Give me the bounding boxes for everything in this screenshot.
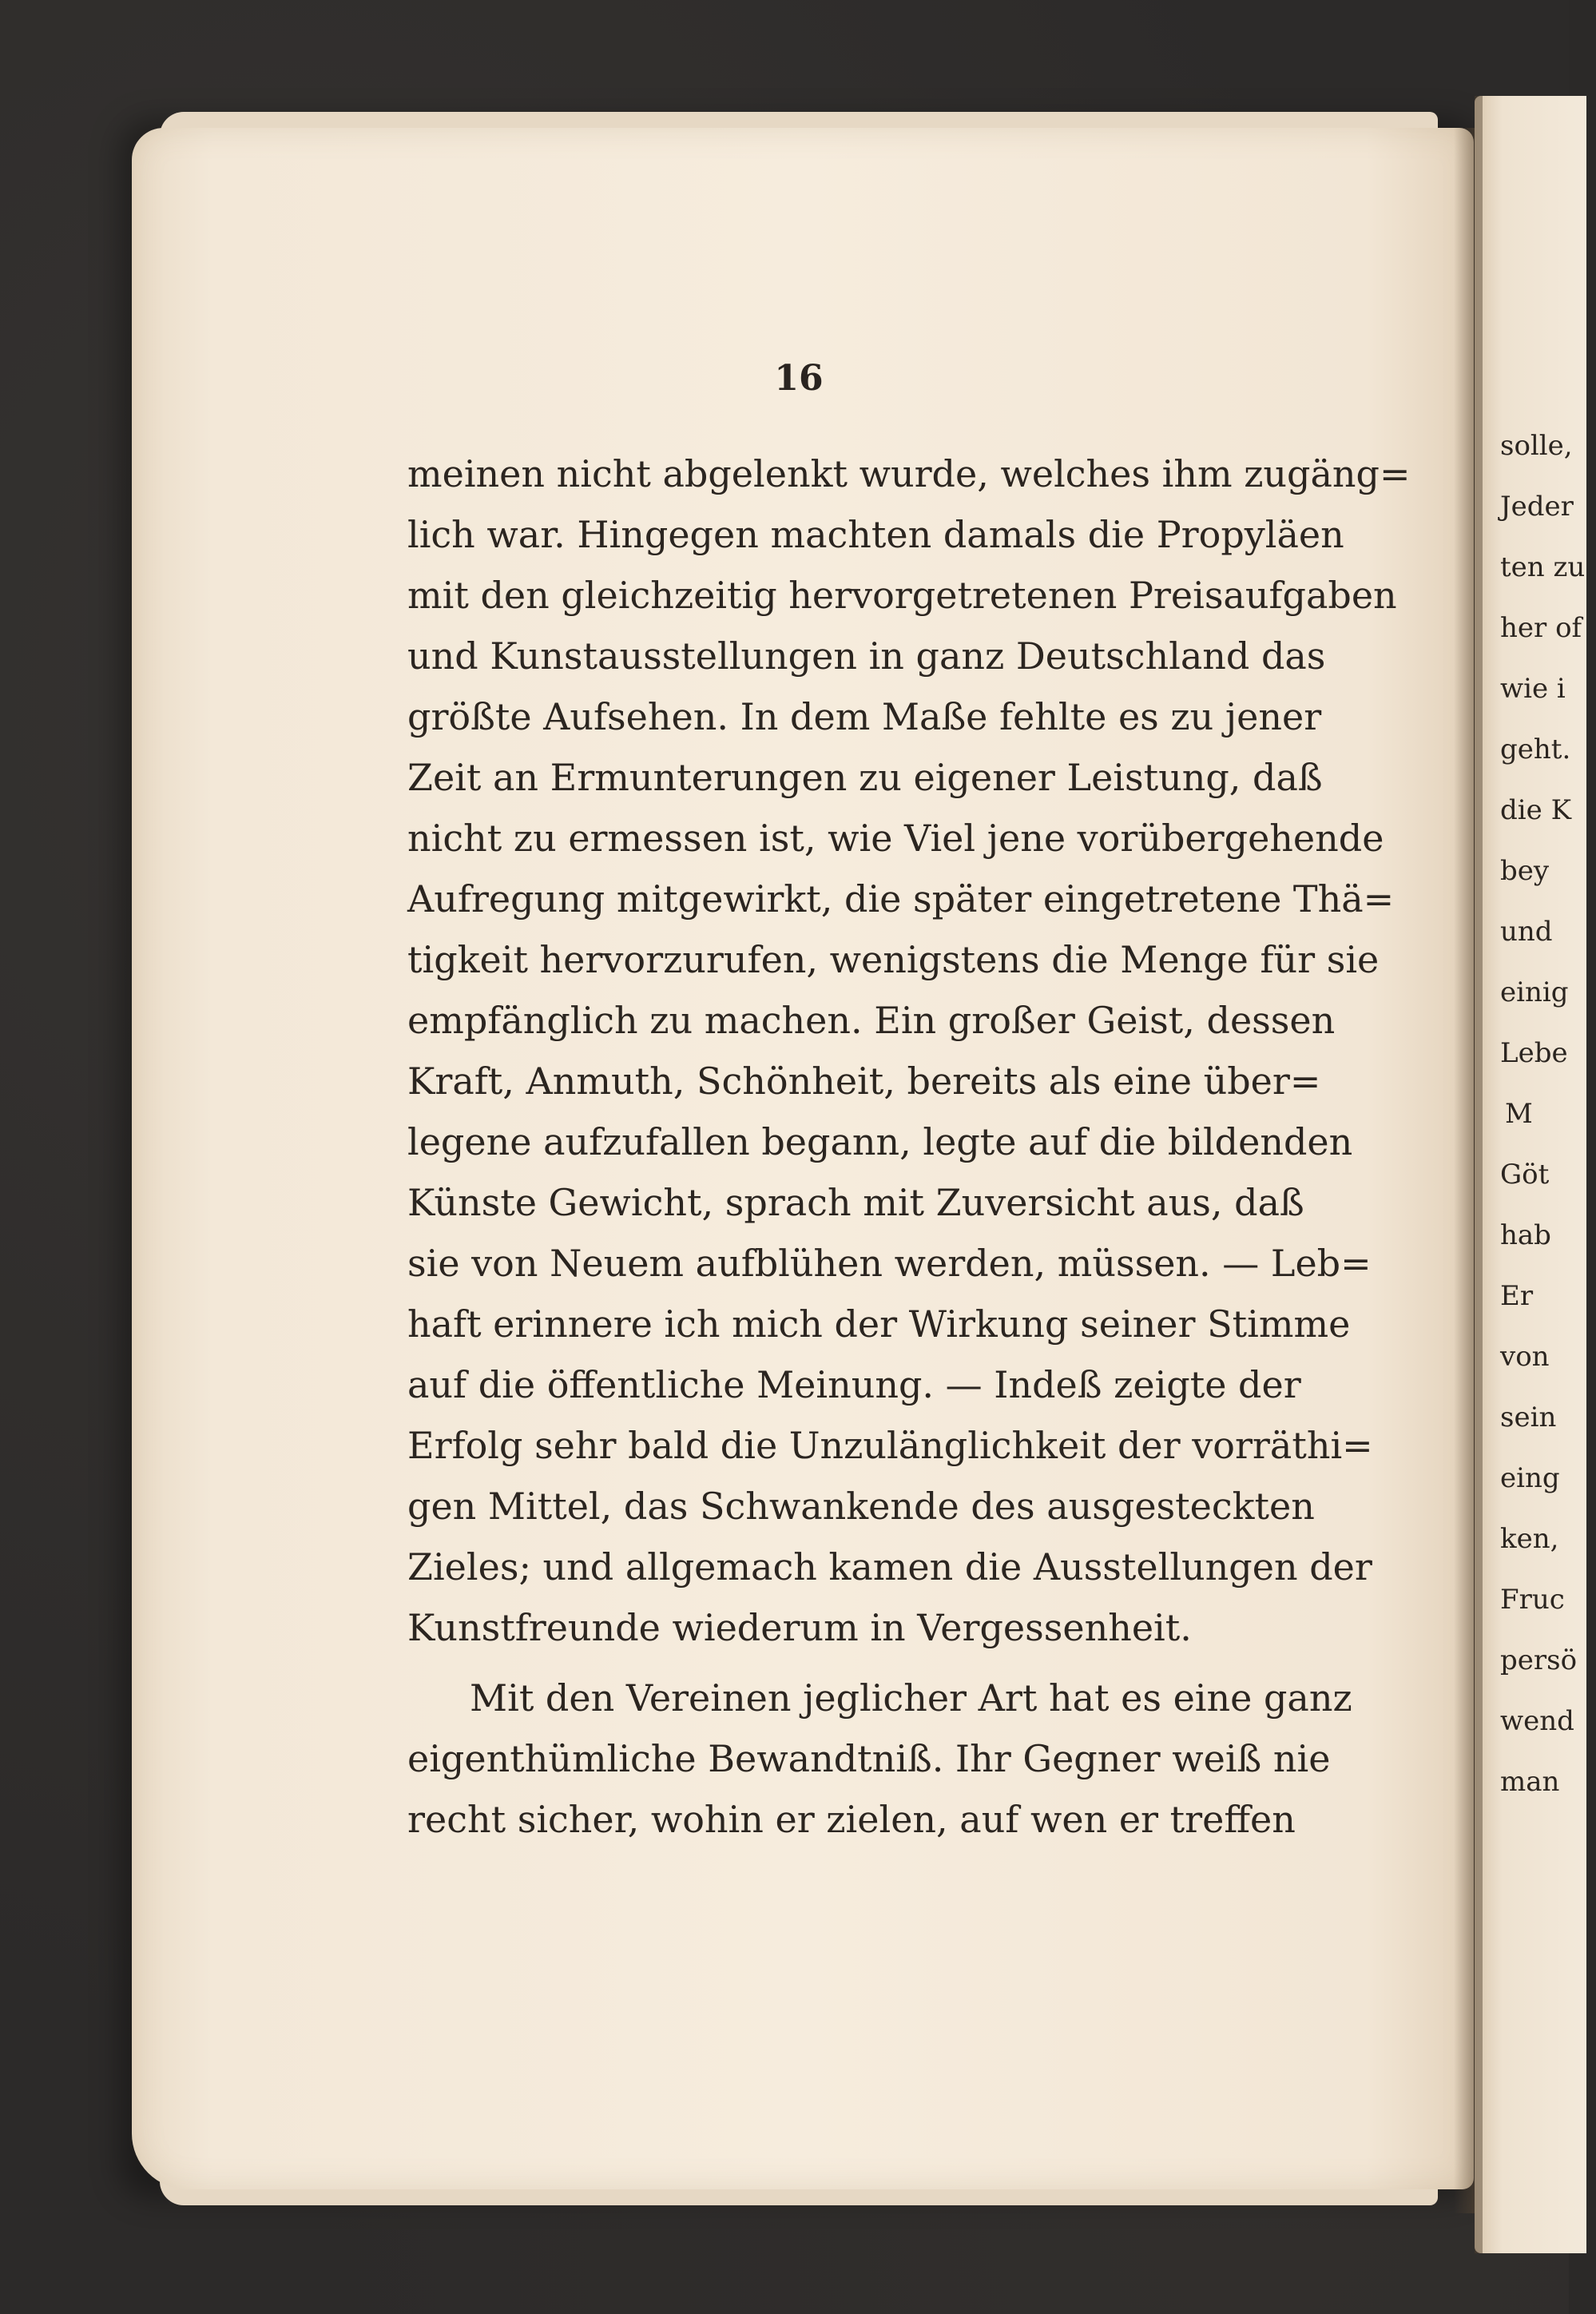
- facing-text-line: von: [1500, 1341, 1550, 1373]
- facing-text-line: die K: [1500, 794, 1571, 826]
- facing-text-line: ken,: [1500, 1523, 1559, 1555]
- text-line: empfänglich zu machen. Ein großer Geist, dessen: [407, 999, 1336, 1042]
- text-line: Künste Gewicht, sprach mit Zuversicht aus, daß: [407, 1181, 1304, 1224]
- text-line: gen Mittel, das Schwankende des ausgesteckten: [407, 1485, 1315, 1528]
- facing-text-line: man: [1500, 1766, 1560, 1798]
- facing-text-line: Göt: [1500, 1159, 1550, 1191]
- facing-text-line: eing: [1500, 1462, 1560, 1494]
- facing-text-line: her of: [1500, 612, 1582, 644]
- text-line: auf die öffentliche Meinung. — Indeß zeigte der: [407, 1363, 1301, 1406]
- text-line: tigkeit hervorzurufen, wenigstens die Menge für sie: [407, 938, 1380, 981]
- text-line: nicht zu ermessen ist, wie Viel jene vorübergehende: [407, 817, 1384, 860]
- text-line: lich war. Hingegen machten damals die Propyläen: [407, 513, 1344, 556]
- text-line: mit den gleichzeitig hervorgetretenen Preisaufgaben: [407, 574, 1397, 617]
- text-line: legene aufzufallen begann, legte auf die bildenden: [407, 1120, 1353, 1163]
- text-line: und Kunstausstellungen in ganz Deutschland das: [407, 634, 1326, 678]
- facing-text-line: solle,: [1500, 430, 1573, 462]
- facing-text-line: wie i: [1500, 673, 1566, 705]
- text-line: eigenthümliche Bewandtniß. Ihr Gegner weiß nie: [407, 1737, 1331, 1780]
- text-line: Aufregung mitgewirkt, die später eingetretene Thä=: [407, 877, 1395, 920]
- text-line: meinen nicht abgelenkt wurde, welches ihm zugäng=: [407, 452, 1411, 495]
- facing-text-line: ten zu: [1500, 551, 1586, 583]
- text-line: recht sicher, wohin er zielen, auf wen er treffen: [407, 1798, 1296, 1841]
- text-line: Erfolg sehr bald die Unzulänglichkeit der vorräthi=: [407, 1424, 1373, 1467]
- facing-text-line: hab: [1500, 1219, 1551, 1251]
- facing-text-line: Lebe: [1500, 1037, 1568, 1069]
- facing-text-line: Er: [1500, 1280, 1534, 1312]
- facing-text-line: bey: [1500, 855, 1550, 887]
- facing-text-line: persö: [1500, 1644, 1578, 1676]
- facing-text-line: M: [1505, 1098, 1533, 1130]
- text-line: größte Aufsehen. In dem Maße fehlte es zu jener: [407, 695, 1322, 738]
- text-line: Zieles; und allgemach kamen die Ausstellungen der: [407, 1545, 1372, 1588]
- facing-page-edge: [1475, 96, 1483, 2253]
- facing-text-line: sein: [1500, 1402, 1557, 1433]
- facing-text-line: Jeder: [1500, 491, 1574, 523]
- facing-text-line: und: [1500, 916, 1553, 948]
- facing-page-text: [1500, 415, 1596, 1812]
- page-number: 16: [774, 358, 824, 399]
- paragraph-start-line: Mit den Vereinen jeglicher Art hat es eine ganz: [470, 1676, 1352, 1720]
- text-line: sie von Neuem aufblühen werden, müssen. — Leb=: [407, 1242, 1372, 1285]
- text-line: haft erinnere ich mich der Wirkung seiner Stimme: [407, 1302, 1351, 1346]
- facing-text-line: einig: [1500, 976, 1569, 1008]
- text-line: Zeit an Ermunterungen zu eigener Leistung, daß: [407, 756, 1323, 799]
- text-line: Kunstfreunde wiederum in Vergessenheit.: [407, 1606, 1192, 1649]
- body-text: [407, 443, 1411, 1850]
- facing-text-line: Fruc: [1500, 1584, 1565, 1616]
- text-line: Kraft, Anmuth, Schönheit, bereits als eine über=: [407, 1060, 1321, 1103]
- facing-text-line: geht.: [1500, 734, 1571, 765]
- facing-text-line: wend: [1500, 1705, 1574, 1737]
